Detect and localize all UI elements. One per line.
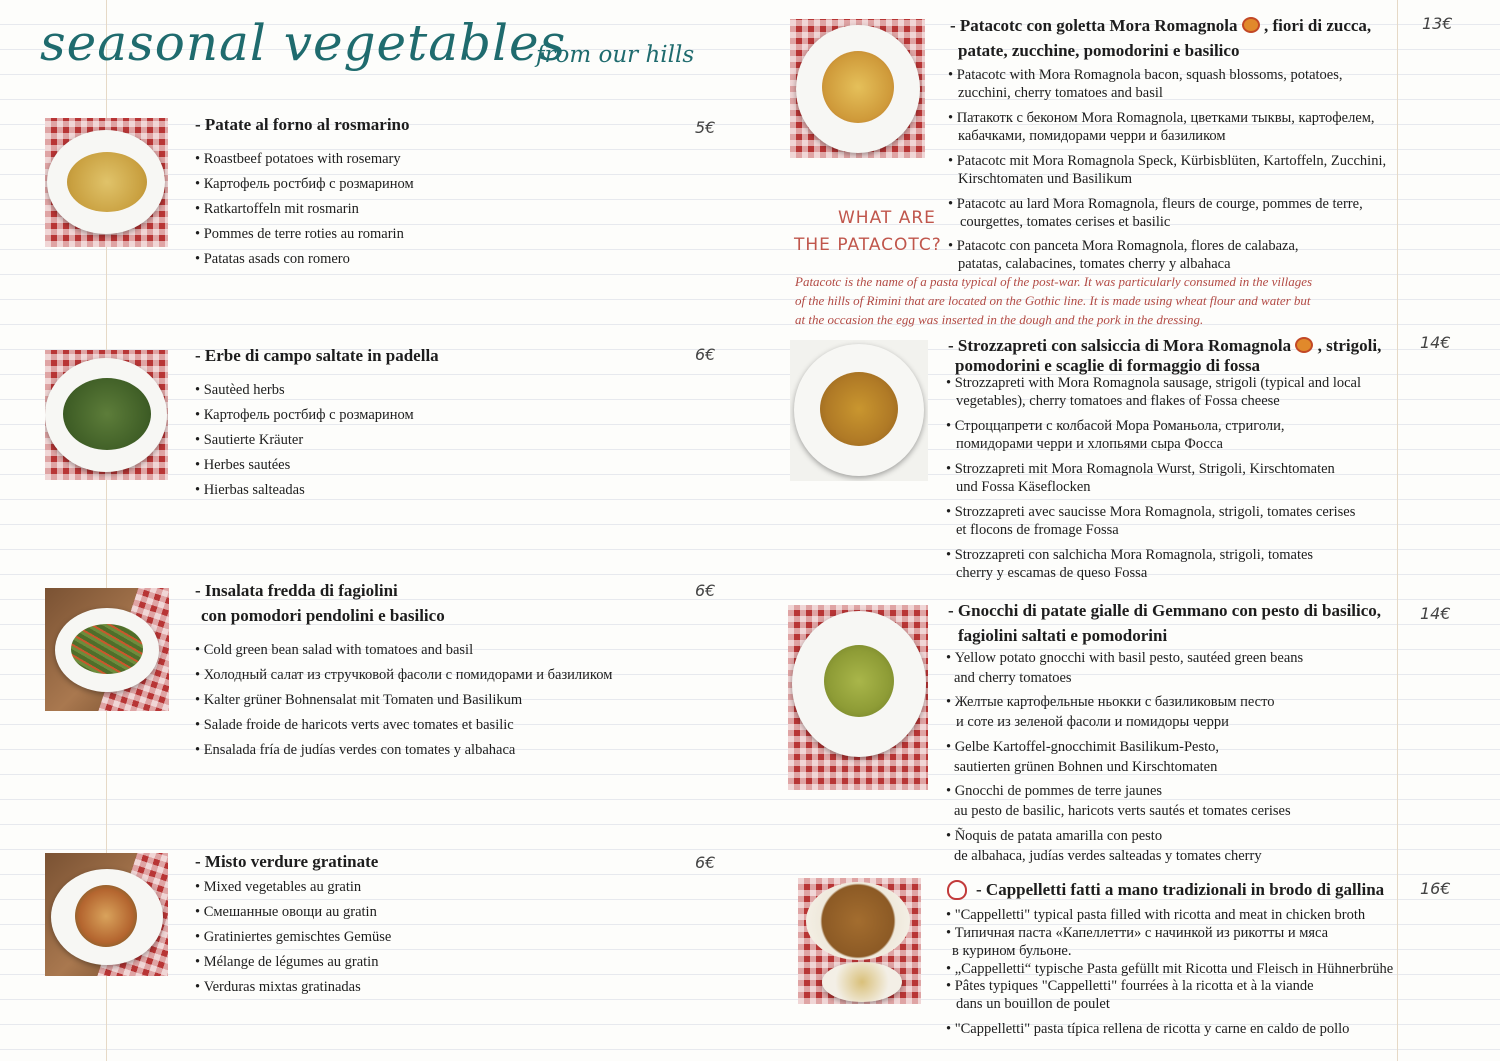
translation-ru-cont: и соте из зеленой фасоли и помидоры черри xyxy=(956,714,1229,730)
dish-name-line2: fagiolini saltati e pomodorini xyxy=(958,626,1168,645)
dish-name-text: - Strozzapreti con salsiccia di Mora Romagnola xyxy=(948,336,1292,355)
dish-photo-strozzapreti xyxy=(790,340,928,481)
section-title: seasonal vegetables xyxy=(40,14,567,72)
translation-ru: • Картофель ростбиф с розмарином xyxy=(195,406,414,425)
translation-ru-cont: помидорами черри и хлопьями сыра Фосса xyxy=(956,436,1223,452)
patacotc-note-line2: of the hills of Rimini that are located on the Gothic line. It is made using wheat flour and water but xyxy=(795,293,1311,308)
translation-de: • Kalter grüner Bohnensalat mit Tomaten und Basilikum xyxy=(195,691,522,710)
translation-fr: • Strozzapreti avec saucisse Mora Romagnola, strigoli, tomates cerises xyxy=(946,503,1355,522)
translation-de: • Patacotc mit Mora Romagnola Speck, Kürbisblüten, Kartoffeln, Zucchini, xyxy=(948,152,1386,171)
translation-de-cont: sautierten grünen Bohnen und Kirschtomaten xyxy=(954,759,1218,775)
translation-en-cont: vegetables), cherry tomatoes and flakes of Fossa cheese xyxy=(956,393,1280,409)
what-are-heading-line2: THE PATACOTC? xyxy=(794,235,942,255)
dish-price: 6€ xyxy=(695,581,716,600)
dish-name-text-end: , fiori di zucca, xyxy=(1264,16,1372,35)
translation-es: • Verduras mixtas gratinadas xyxy=(195,978,361,997)
translation-es-cont: patatas, calabacines, tomates cherry y albahaca xyxy=(958,256,1231,272)
translation-fr: • Patacotc au lard Mora Romagnola, fleurs de courge, pommes de terre, xyxy=(948,195,1363,214)
translation-en: • Cold green bean salad with tomatoes and basil xyxy=(195,641,473,660)
dish-name: - Misto verdure gratinate xyxy=(195,852,379,871)
dish-photo-patacotc xyxy=(790,19,925,158)
dish-name-line2: patate, zucchine, pomodorini e basilico xyxy=(958,41,1240,60)
translation-es: • Hierbas salteadas xyxy=(195,481,305,500)
translation-fr: • Mélange de légumes au gratin xyxy=(195,953,378,972)
translation-ru-cont: кабачками, помидорами черри и базиликом xyxy=(958,128,1226,144)
michelin-guide-icon xyxy=(947,880,967,900)
translation-en: • Mixed vegetables au gratin xyxy=(195,878,361,897)
food xyxy=(75,885,137,947)
dish-photo-roast-potatoes xyxy=(45,118,168,247)
dish-price: 14€ xyxy=(1420,333,1451,352)
plate xyxy=(822,962,902,1002)
translation-en: • "Cappelletti" typical pasta filled with ricotta and meat in chicken broth xyxy=(946,906,1365,925)
section-subtitle: from our hills xyxy=(536,42,695,68)
translation-ru: • Строццапрети с колбасой Мора Романьола, стриголи, xyxy=(946,417,1285,436)
dish-price: 14€ xyxy=(1420,604,1451,623)
translation-ru: • Холодный салат из стручковой фасоли с помидорами и базиликом xyxy=(195,666,612,685)
dish-photo-vegetables-gratin xyxy=(45,853,168,976)
dish-photo-gnocchi xyxy=(788,605,928,790)
dish-name: - Gnocchi di patate gialle di Gemmano con pesto di basilico, xyxy=(948,601,1382,620)
translation-es: • Strozzapreti con salchicha Mora Romagnola, strigoli, tomates xyxy=(946,546,1313,565)
dish-photo-green-bean-salad xyxy=(45,588,169,711)
translation-fr: • Pâtes typiques "Cappelletti" fourrées à la ricotta et à la viande xyxy=(946,977,1314,996)
patacotc-note-line3: at the occasion the egg was inserted in the dough and the pork in the dressing. xyxy=(795,312,1204,327)
translation-de-cont: Kirschtomaten und Basilikum xyxy=(958,171,1132,187)
translation-en-cont: zucchini, cherry tomatoes and basil xyxy=(958,85,1163,101)
translation-es: • "Cappelletti" pasta típica rellena de ricotta y carne en caldo de pollo xyxy=(946,1020,1349,1039)
translation-ru: • Картофель ростбиф с розмарином xyxy=(195,175,414,194)
translation-fr-cont: et flocons de fromage Fossa xyxy=(956,522,1119,538)
dish-price: 13€ xyxy=(1422,14,1453,33)
translation-ru: • Желтые картофельные ньокки с базиликовым песто xyxy=(946,693,1275,712)
dish-name-text-end: , strigoli, xyxy=(1317,336,1382,355)
translation-es: • Ñoquis de patata amarilla con pesto xyxy=(946,827,1162,846)
dish-name-line2: pomodorini e scaglie di formaggio di fossa xyxy=(955,356,1261,375)
translation-de: • Ratkartoffeln mit rosmarin xyxy=(195,200,359,219)
mora-romagnola-icon xyxy=(1295,337,1313,353)
translation-fr-cont: courgettes, tomates cerises et basilic xyxy=(960,214,1171,230)
dish-name-line2: con pomodori pendolini e basilico xyxy=(201,606,445,625)
translation-fr: • Gnocchi de pommes de terre jaunes xyxy=(946,782,1162,801)
translation-en: • Roastbeef potatoes with rosemary xyxy=(195,150,401,169)
translation-es: • Patatas asads con romero xyxy=(195,250,350,269)
translation-en: • Sautèed herbs xyxy=(195,381,285,400)
translation-ru: • Смешанные овощи au gratin xyxy=(195,903,377,922)
translation-en-cont: and cherry tomatoes xyxy=(954,670,1072,686)
food xyxy=(822,51,894,123)
food xyxy=(63,378,151,450)
food xyxy=(820,372,898,446)
translation-ru: • Типичная паста «Капеллетти» с начинкой из рикотты и мяса xyxy=(946,924,1328,943)
translation-de: • Gelbe Kartoffel-gnocchimit Basilikum-Pesto, xyxy=(946,738,1219,757)
dish-photo-cappelletti xyxy=(798,878,921,1004)
food xyxy=(824,645,894,717)
dish-price: 6€ xyxy=(695,345,716,364)
dish-name: - Erbe di campo saltate in padella xyxy=(195,346,439,365)
translation-de-cont: und Fossa Käseflocken xyxy=(956,479,1091,495)
translation-fr: • Salade froide de haricots verts avec tomates et basilic xyxy=(195,716,514,735)
dish-price: 5€ xyxy=(695,118,716,137)
mora-romagnola-icon xyxy=(1242,17,1260,33)
margin-line-right xyxy=(1397,0,1398,1061)
what-are-heading-line1: WHAT ARE xyxy=(838,208,936,228)
translation-ru: • Патакотк с беконом Mora Romagnola, цветками тыквы, картофелем, xyxy=(948,109,1375,128)
translation-de: • Gratiniertes gemischtes Gemüse xyxy=(195,928,391,947)
translation-en: • Yellow potato gnocchi with basil pesto, sautéed green beans xyxy=(946,649,1303,668)
dish-photo-sauteed-herbs xyxy=(45,350,168,480)
food xyxy=(67,152,147,212)
translation-de: • Sautierte Kräuter xyxy=(195,431,303,450)
translation-de: • „Cappelletti“ typische Pasta gefüllt mit Ricotta und Fleisch in Hühnerbrühe xyxy=(946,960,1393,979)
bowl xyxy=(806,882,910,960)
dish-price: 16€ xyxy=(1420,879,1451,898)
translation-fr: • Pommes de terre roties au romarin xyxy=(195,225,404,244)
dish-name: - Cappelletti fatti a mano tradizionali in brodo di gallina xyxy=(976,880,1385,899)
translation-es: • Patacotc con panceta Mora Romagnola, flores de calabaza, xyxy=(948,237,1299,256)
dish-name-text: - Patacotc con goletta Mora Romagnola xyxy=(950,16,1238,35)
dish-name xyxy=(950,13,1371,38)
food xyxy=(71,624,143,674)
patacotc-note-line1: Patacotc is the name of a pasta typical of the post-war. It was particularly consumed in the villages xyxy=(795,274,1313,289)
translation-fr: • Herbes sautées xyxy=(195,456,290,475)
translation-fr-cont: au pesto de basilic, haricots verts sautés et tomates cerises xyxy=(954,803,1291,819)
translation-ru-cont: в курином бульоне. xyxy=(952,943,1072,959)
dish-name: - Patate al forno al rosmarino xyxy=(195,115,410,134)
dish-name: - Insalata fredda di fagiolini xyxy=(195,581,398,600)
translation-en: • Strozzapreti with Mora Romagnola sausage, strigoli (typical and local xyxy=(946,374,1361,393)
translation-es-cont: de albahaca, judías verdes salteadas y tomates cherry xyxy=(954,848,1262,864)
translation-en: • Patacotc with Mora Romagnola bacon, squash blossoms, potatoes, xyxy=(948,66,1343,85)
translation-fr-cont: dans un bouillon de poulet xyxy=(956,996,1110,1012)
translation-es-cont: cherry y escamas de queso Fossa xyxy=(956,565,1148,581)
translation-de: • Strozzapreti mit Mora Romagnola Wurst, Strigoli, Kirschtomaten xyxy=(946,460,1335,479)
translation-es: • Ensalada fría de judías verdes con tomates y albahaca xyxy=(195,741,515,760)
dish-price: 6€ xyxy=(695,853,716,872)
